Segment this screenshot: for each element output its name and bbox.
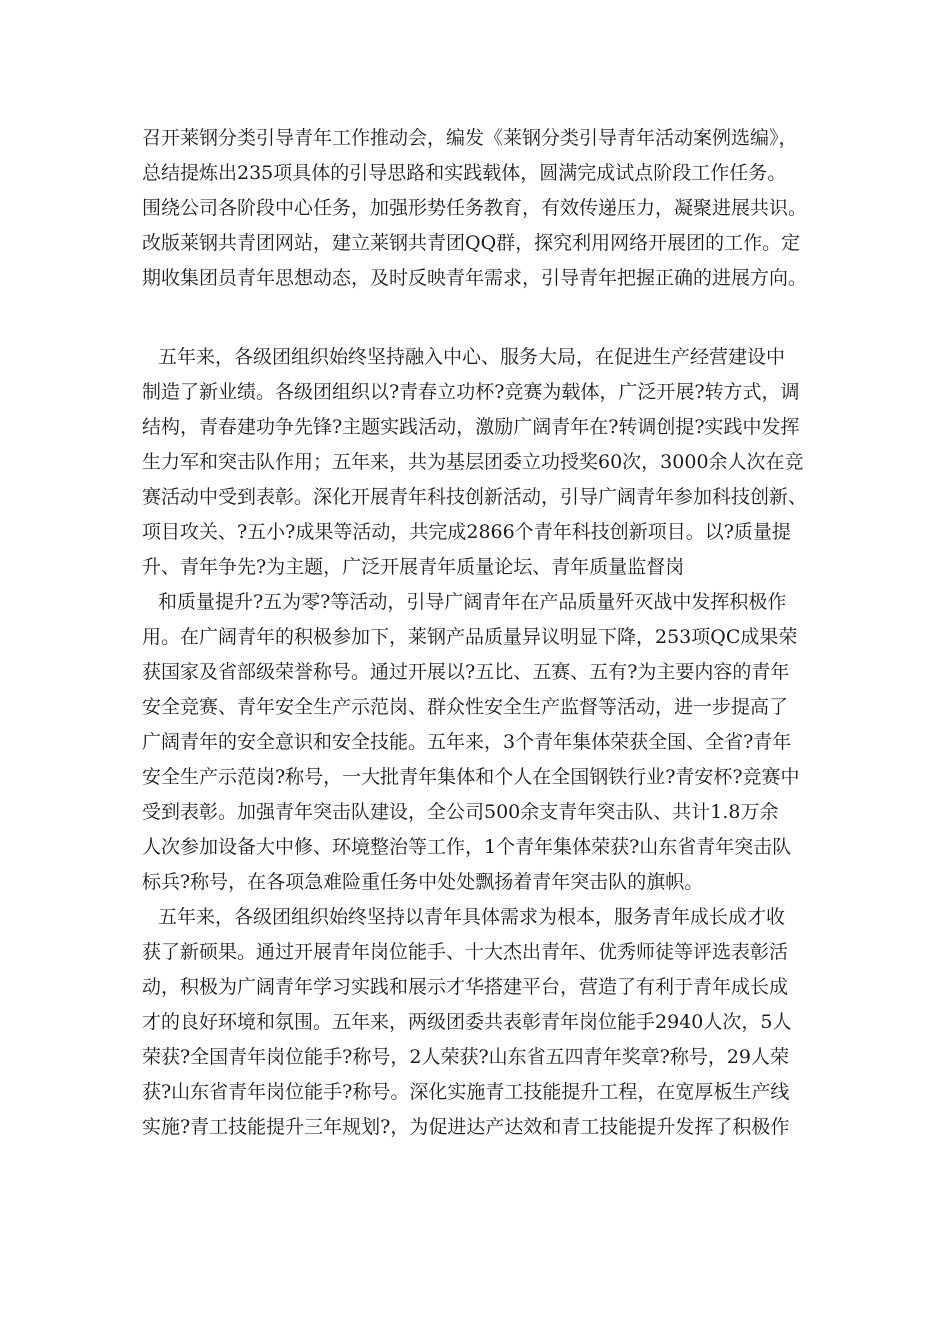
- text-line: 制造了新业绩。各级团组织以?青春立功杯?竞赛为载体，广泛开展?转方式，调: [142, 381, 800, 403]
- text-line: 结构，青春建功争先锋?主题实践活动，激励广阔青年在?转调创提?实践中发挥: [142, 416, 800, 438]
- text-line: 赛活动中受到表彰。深化开展青年科技创新活动，引导广阔青年参加科技创新、: [142, 486, 808, 508]
- text-line: 五年来，各级团组织始终坚持融入中心、服务大局，在促进生产经营建设中: [158, 346, 786, 368]
- text-line: 五年来，各级团组织始终坚持以青年具体需求为根本，服务青年成长成才收: [158, 906, 786, 928]
- text-line: 标兵?称号，在各项急难险重任务中处处飘扬着青年突击队的旗帜。: [142, 871, 704, 893]
- text-line: 总结提炼出235项具体的引导思路和实践载体，圆满完成试点阶段工作任务。: [142, 162, 787, 184]
- text-line: 围绕公司各阶段中心任务，加强形势任务教育，有效传递压力，凝聚进展共识。: [142, 197, 808, 219]
- text-line: 召开莱钢分类引导青年工作推动会，编发《莱钢分类引导青年活动案例选编》，: [142, 127, 798, 149]
- text-line: 安全生产示范岗?称号，一大批青年集体和个人在全国钢铁行业?青安杯?竞赛中: [142, 766, 800, 788]
- text-line: 获国家及省部级荣誉称号。通过开展以?五比、五赛、五有?为主要内容的青年: [142, 661, 790, 683]
- text-line: 安全竞赛、青年安全生产示范岗、群众性安全生产监督等活动，进一步提高了: [142, 696, 789, 718]
- text-line: 广阔青年的安全意识和安全技能。五年来，3个青年集体荣获全国、全省?青年: [142, 731, 792, 753]
- text-line: 获?山东省青年岗位能手?称号。深化实施青工技能提升工程，在宽厚板生产线: [142, 1081, 790, 1103]
- text-line: 改版莱钢共青团网站，建立莱钢共青团QQ群，探究利用网络开展团的工作。定: [142, 232, 801, 254]
- text-line: 生力军和突击队作用；五年来，共为基层团委立功授奖60次，3000余人次在竞: [142, 451, 804, 473]
- text-line: 项目攻关、?五小?成果等活动，共完成2866个青年科技创新项目。以?质量提: [142, 521, 791, 543]
- text-line: 才的良好环境和氛围。五年来，两级团委共表彰青年岗位能手2940人次，5人: [142, 1011, 792, 1033]
- text-line: 期收集团员青年思想动态，及时反映青年需求，引导青年把握正确的进展方向。: [142, 267, 808, 289]
- text-line: 动，积极为广阔青年学习实践和展示才华搭建平台，营造了有利于青年成长成: [142, 976, 789, 998]
- text-line: 受到表彰。加强青年突击队建设，全公司500余支青年突击队、共计1.8万余: [142, 801, 779, 823]
- text-line: 获了新硕果。通过开展青年岗位能手、十大杰出青年、优秀师徒等评选表彰活: [142, 941, 789, 963]
- text-line: 荣获?全国青年岗位能手?称号，2人荣获?山东省五四青年奖章?称号，29人荣: [142, 1046, 790, 1068]
- text-line: 用。在广阔青年的积极参加下，莱钢产品质量异议明显下降，253项QC成果荣: [142, 626, 798, 648]
- text-line: 实施?青工技能提升三年规划?，为促进达产达效和青工技能提升发挥了积极作: [142, 1116, 790, 1138]
- text-line: 和质量提升?五为零?等活动，引导广阔青年在产品质量歼灭战中发挥积极作: [158, 591, 787, 613]
- text-line: 人次参加设备大中修、环境整治等工作，1个青年集体荣获?山东省青年突击队: [142, 836, 792, 858]
- text-line: 升、青年争先?为主题，广泛开展青年质量论坛、青年质量监督岗: [142, 556, 685, 578]
